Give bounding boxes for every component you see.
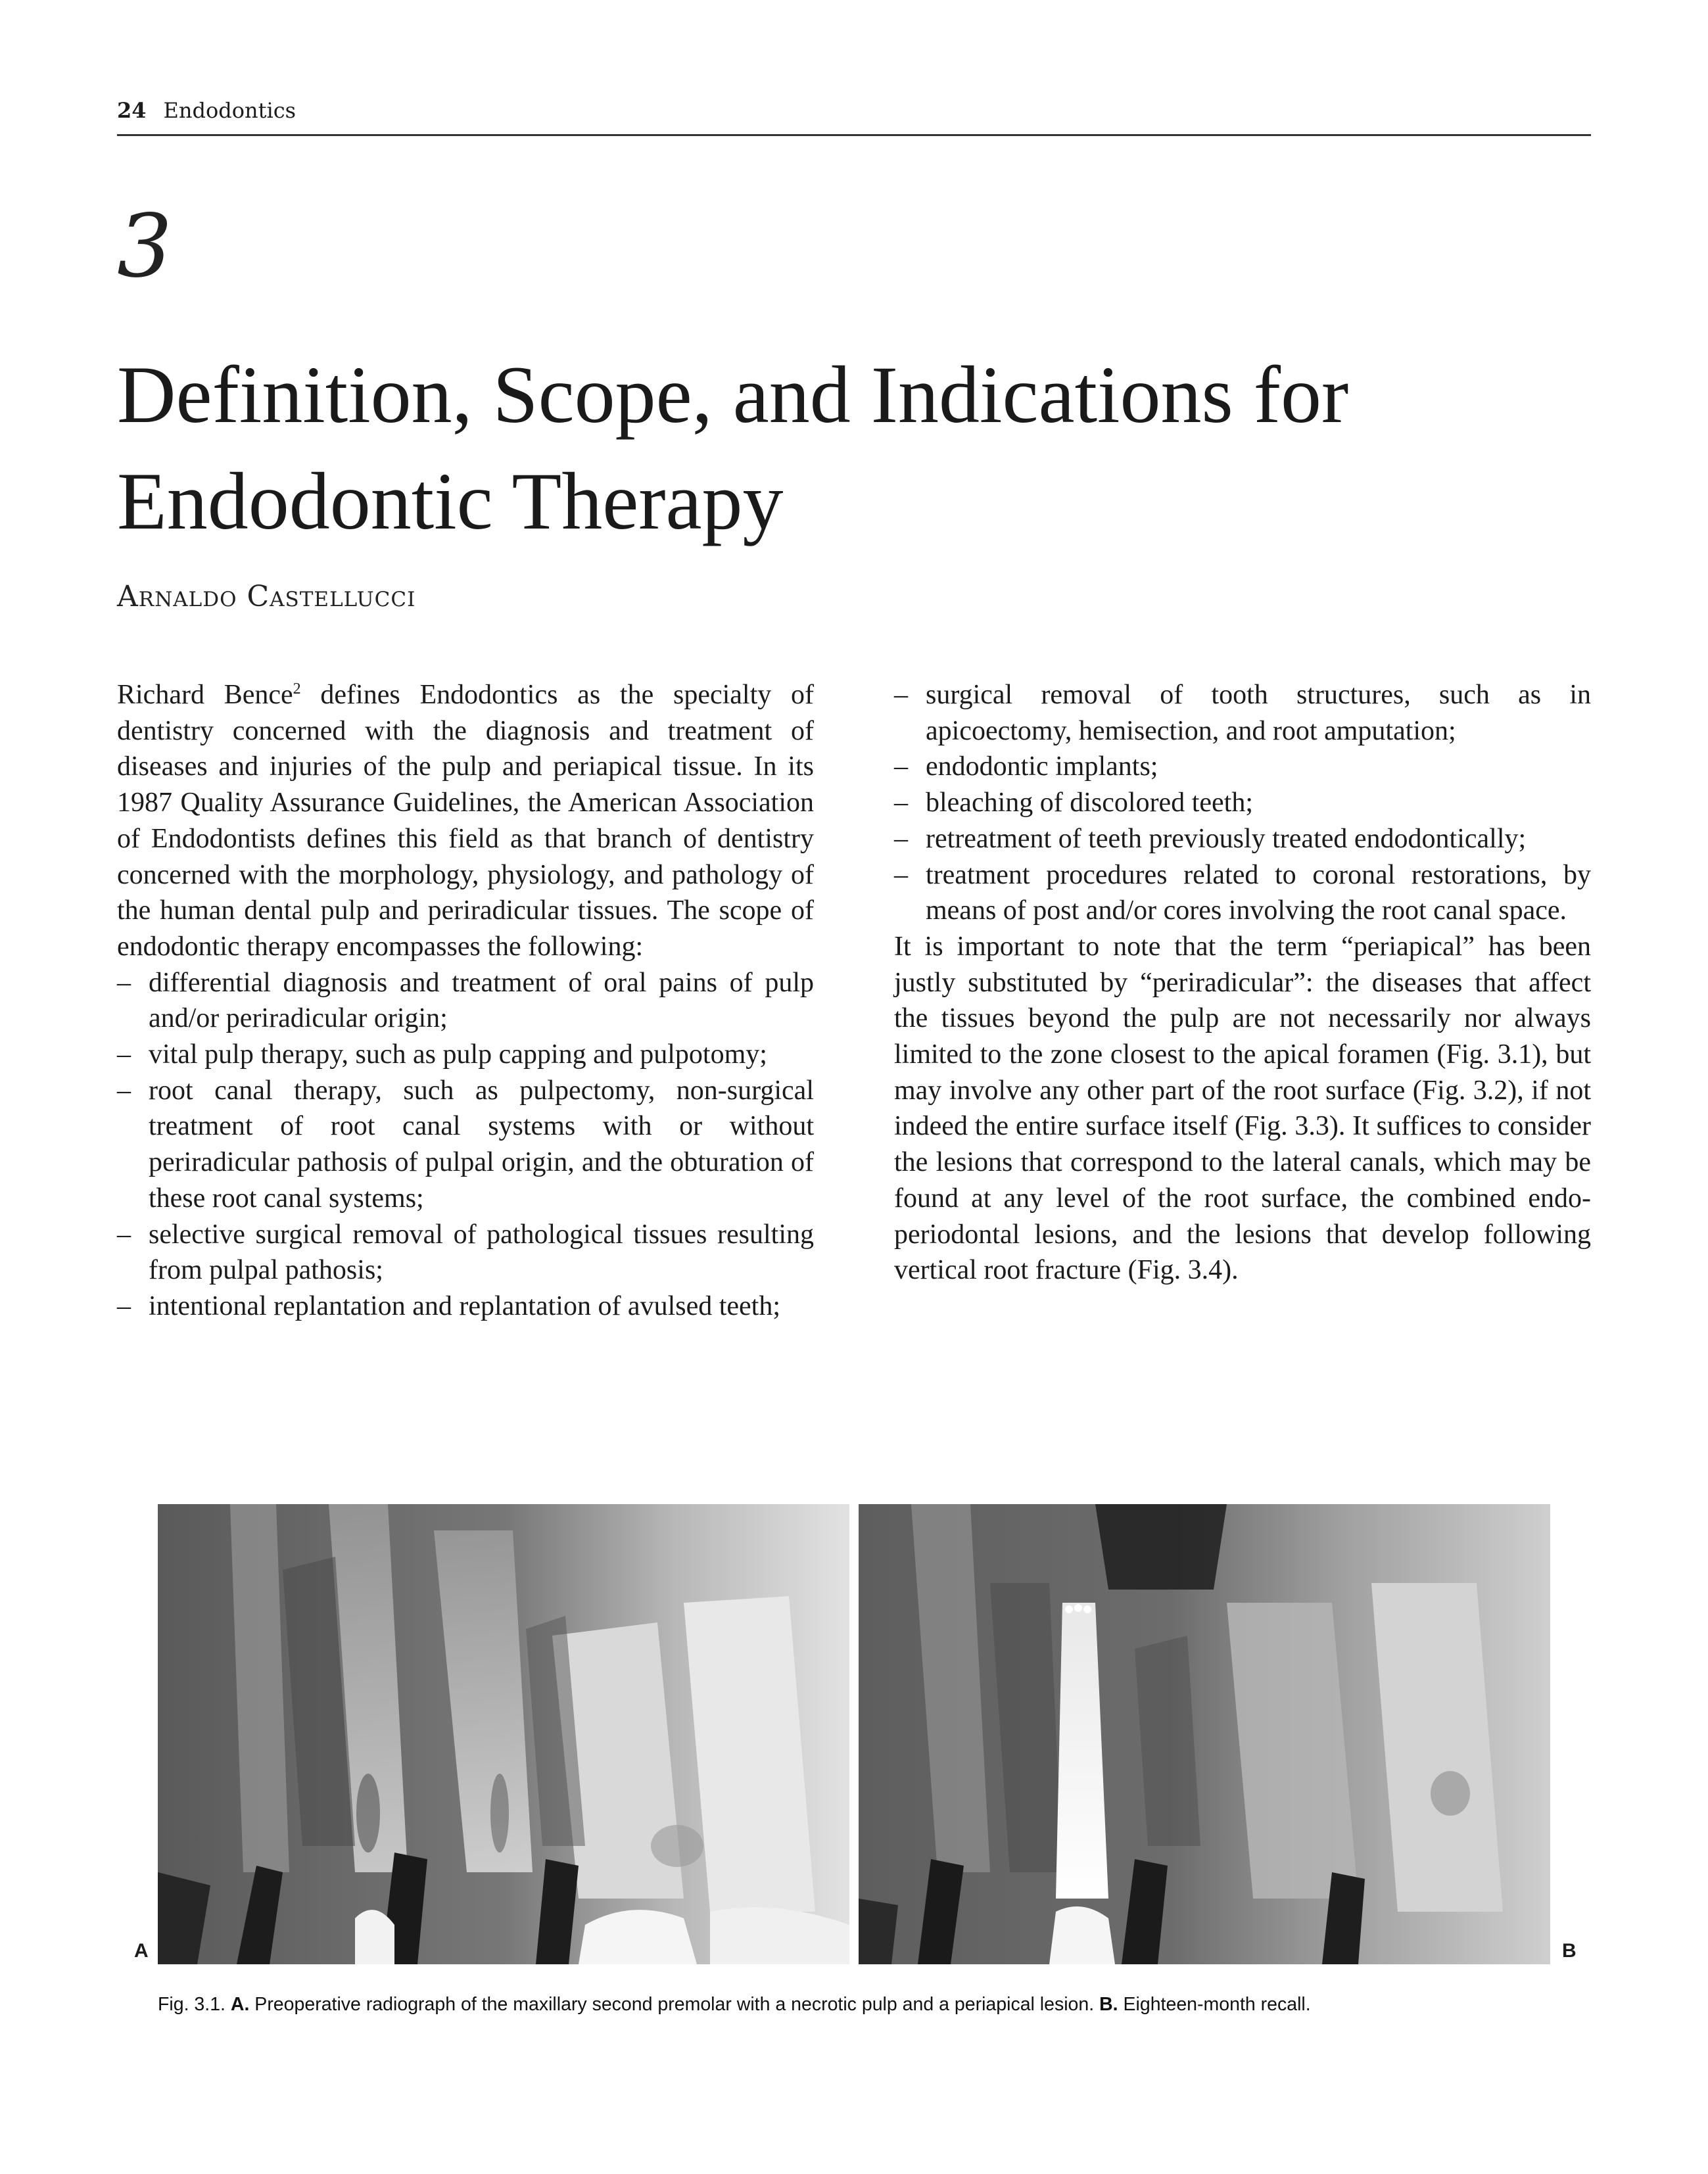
scope-list-right	[894, 677, 1591, 929]
list-item: – surgical removal of tooth structures, such as in apicoectomy, hemisection, and root amputation;	[894, 677, 1591, 749]
chapter-author: Arnaldo Castellucci	[117, 580, 416, 613]
radiograph-recall	[859, 1504, 1550, 1964]
figure-caption	[158, 1992, 1604, 2017]
running-head	[117, 96, 1591, 136]
left-column	[117, 677, 814, 1325]
caption-text-a: Preoperative radiograph of the maxillary second premolar with a necrotic pulp and a periapical lesion.	[249, 1994, 1100, 2015]
list-item: – root canal therapy, such as pulpectomy, non-surgical treatment of root canal systems with or without periradicular pathosis of pulpal origin, and the obturation of these root canal systems;	[117, 1073, 814, 1217]
caption-figure-number: Fig. 3.1.	[158, 1994, 225, 2015]
list-item: – intentional replantation and replantation of avulsed teeth;	[117, 1288, 814, 1325]
list-item: – endodontic implants;	[894, 749, 1591, 785]
list-item: – bleaching of discolored teeth;	[894, 785, 1591, 821]
intro-paragraph	[117, 677, 814, 965]
right-column	[894, 677, 1591, 1288]
list-item: – vital pulp therapy, such as pulp capping and pulpotomy;	[117, 1037, 814, 1073]
list-item: – selective surgical removal of pathological tissues resulting from pulpal pathosis;	[117, 1217, 814, 1288]
caption-label-a: A.	[230, 1994, 250, 2015]
reference-mark: 2	[293, 680, 301, 697]
figure-label-b: B	[1562, 1940, 1577, 1962]
scope-list-left	[117, 965, 814, 1325]
periradicular-paragraph: It is important to note that the term “periapical” has been justly substituted by “periradicular”: the diseases that affect the tissues beyond the pulp are not necessarily nor always limited to the zone closest to the apical foramen (Fig. 3.1), but may involve any other part of the root surface (Fig. 3.2), if not indeed the entire surface itself (Fig. 3.3). It suffices to consider the lesions that correspond to the lateral canals, which may be found at any level of the root surface, the combined endo-periodontal lesions, and the lesions that develop following vertical root fracture (Fig. 3.4).	[894, 931, 1591, 1286]
caption-text-b: Eighteen-month recall.	[1118, 1994, 1311, 2015]
chapter-title: Definition, Scope, and Indications for Endodontic Therapy	[117, 350, 1349, 546]
list-item: – retreatment of teeth previously treated endodontically;	[894, 821, 1591, 857]
chapter-number: 3	[117, 196, 172, 297]
intro-text-rest: defines Endodontics as the specialty of dentistry concerned with the diagnosis and treatment of diseases and injuries of the pulp and periapical tissue. In its 1987 Quality Assurance Guidelines, the American Association of Endodontists defines this field as that branch of dentistry concerned with the morphology, physiology, and pathology of the human dental pulp and periradicular tissues. The scope of endodontic therapy encompasses the following:	[117, 680, 815, 962]
list-item: – differential diagnosis and treatment of oral pains of pulp and/or periradicular origin;	[117, 965, 814, 1037]
page-number: 24	[117, 98, 147, 123]
figure-3-1	[158, 1504, 1550, 1964]
radiograph-preoperative	[158, 1504, 849, 1964]
list-item: – treatment procedures related to coronal restorations, by means of post and/or cores involving the root canal space.	[894, 857, 1591, 929]
figure-label-a: A	[134, 1940, 149, 1962]
intro-text-start: Richard Bence	[117, 680, 293, 710]
running-title: Endodontics	[163, 98, 297, 123]
caption-label-b: B.	[1099, 1994, 1118, 2015]
